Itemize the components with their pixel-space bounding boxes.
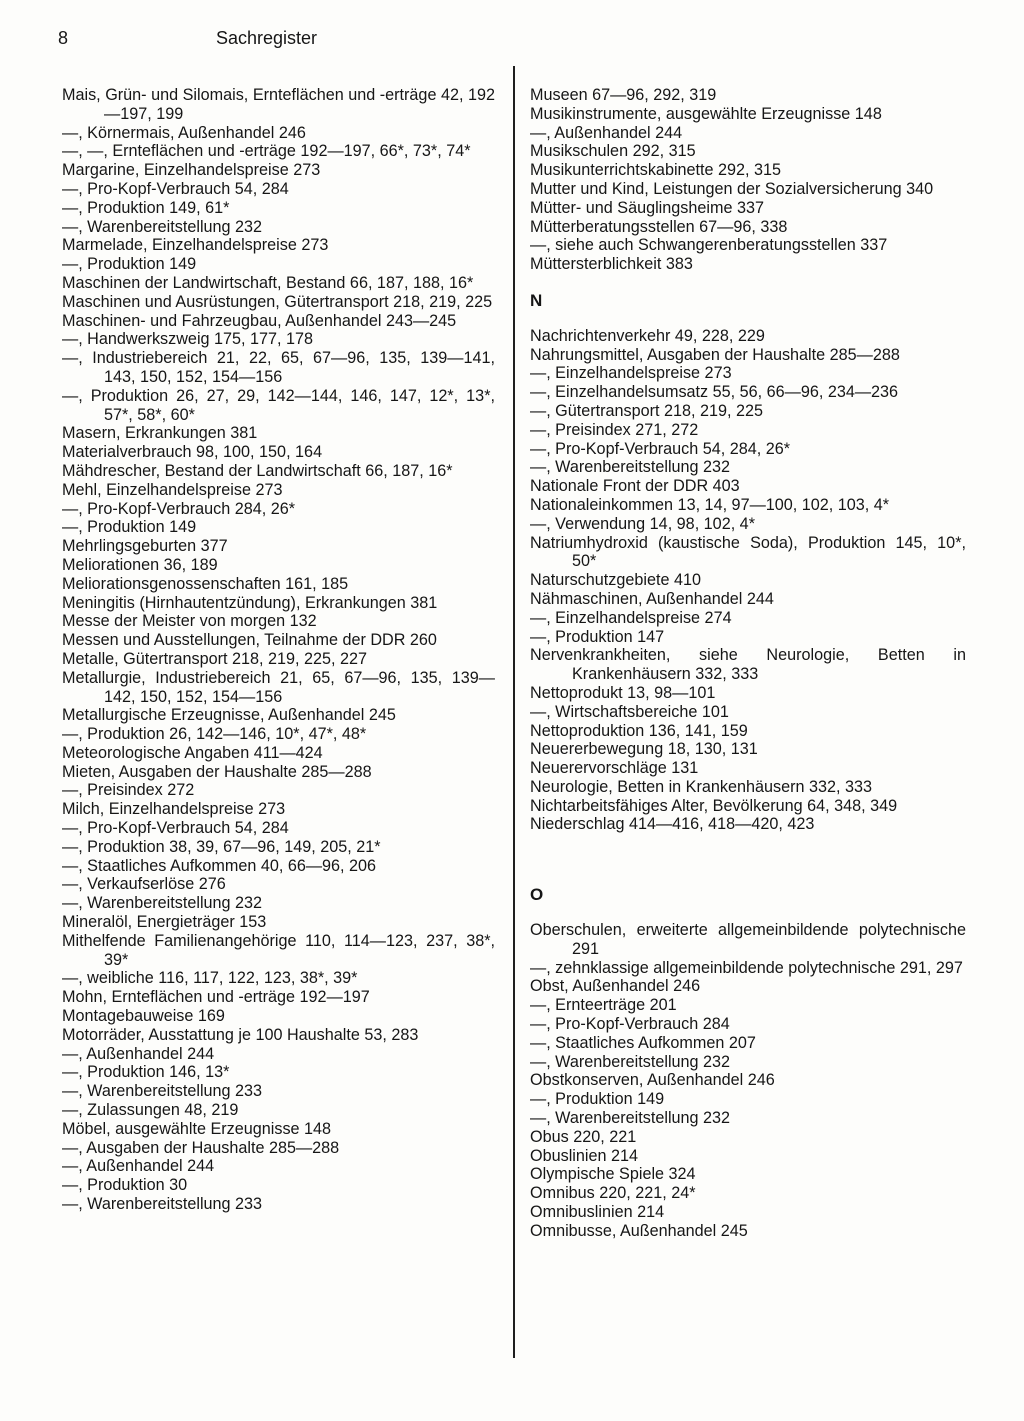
index-entry: Natriumhydroxid (kaustische Soda), Produktion 145, 10*, 50* [530,533,966,571]
index-entry: Musikunterrichtskabinette 292, 315 [530,161,782,180]
index-entry: —, Zulassungen 48, 219 [62,1101,239,1120]
index-entry: Mutter und Kind, Leistungen der Sozialversicherung 340 [530,179,934,198]
index-entry: Mütterberatungsstellen 67—96, 338 [530,217,788,236]
index-entry: —, Pro-Kopf-Verbrauch 54, 284 [62,819,289,838]
index-entry: Omnibus 220, 221, 24* [530,1184,696,1203]
index-column-left [62,86,495,1214]
index-entry: —, Produktion 146, 13* [62,1063,230,1082]
index-entry: —, Pro-Kopf-Verbrauch 54, 284 [62,179,289,198]
index-entry: Nervenkrankheiten, siehe Neurologie, Betten in Krankenhäusern 332, 333 [530,646,966,684]
index-entry: Musikinstrumente, ausgewählte Erzeugnisse 148 [530,104,882,123]
index-entry: —, Warenbereitstellung 232 [530,1052,731,1071]
index-entry: —, —, Ernteflächen und -erträge 192—197, 66*, 73*, 74* [62,142,471,161]
index-entry: Mithelfende Familienangehörige 110, 114—123, 237, 38*, 39* [62,931,495,969]
page-title: Sachregister [216,28,318,48]
index-entry: Neuerervorschläge 131 [530,759,699,778]
index-entry: —, Produktion 149 [62,518,197,537]
index-entry: Neuererbewegung 18, 130, 131 [530,740,758,759]
index-entry: —, Produktion 26, 142—146, 10*, 47*, 48* [62,725,367,744]
index-entry: Materialverbrauch 98, 100, 150, 164 [62,443,323,462]
index-entry: —, Wirtschaftsbereiche 101 [530,702,729,721]
index-entry: Omnibusse, Außenhandel 245 [530,1221,748,1240]
index-column-right [530,86,966,1241]
index-entry: —, Verkaufserlöse 276 [62,875,226,894]
index-entry: Nationaleinkommen 13, 14, 97—100, 102, 103, 4* [530,495,890,514]
index-entry: —, Staatliches Aufkommen 207 [530,1033,756,1052]
index-entry: —, Produktion 147 [530,627,665,646]
index-entry: —, Produktion 149 [62,255,197,274]
index-entry: Maschinen- und Fahrzeugbau, Außenhandel 243—245 [62,311,457,330]
index-entry: —, weibliche 116, 117, 122, 123, 38*, 39* [62,969,358,988]
index-entry: —, Produktion 26, 27, 29, 142—144, 146, 147, 12*, 13*, 57*, 58*, 60* [62,386,495,424]
index-entry: Nationale Front der DDR 403 [530,477,740,496]
index-entry: —, Einzelhandelspreise 274 [530,608,732,627]
index-entry: —, Pro-Kopf-Verbrauch 54, 284, 26* [530,439,791,458]
index-entry: —, Körnermais, Außenhandel 246 [62,123,306,142]
index-entry: Nachrichtenverkehr 49, 228, 229 [530,326,765,345]
index-entry: —, Staatliches Aufkommen 40, 66—96, 206 [62,856,377,875]
index-entry: —, Produktion 149, 61* [62,198,230,217]
index-entry: —, Pro-Kopf-Verbrauch 284 [530,1015,730,1034]
index-entry: Naturschutzgebiete 410 [530,571,701,590]
index-entry: —, Preisindex 272 [62,781,195,800]
section-letter-n: N [530,290,543,310]
index-entry: —, zehnklassige allgemeinbildende polytechnische 291, 297 [530,958,963,977]
index-entry: —, Einzelhandelspreise 273 [530,364,732,383]
index-entry: —, Gütertransport 218, 219, 225 [530,401,764,420]
index-entry: —, Ausgaben der Haushalte 285—288 [62,1138,340,1157]
index-entry: Meningitis (Hirnhautentzündung), Erkrankungen 381 [62,593,438,612]
index-entry: —, Außenhandel 244 [62,1157,215,1176]
index-entry: Metalle, Gütertransport 218, 219, 225, 227 [62,649,368,668]
index-entry: Margarine, Einzelhandelspreise 273 [62,161,321,180]
index-entry: —, Warenbereitstellung 233 [62,1195,263,1214]
index-entry: —, Industriebereich 21, 22, 65, 67—96, 135, 139—141, 143, 150, 152, 154—156 [62,349,495,386]
index-entry: Möbel, ausgewählte Erzeugnisse 148 [62,1119,332,1138]
index-entry: Musikschulen 292, 315 [530,142,696,161]
index-entry: Niederschlag 414—416, 418—420, 423 [530,815,815,834]
index-entry: —, Warenbereitstellung 233 [62,1082,263,1101]
index-entry: —, Außenhandel 244 [530,123,683,142]
index-entry: Obstkonserven, Außenhandel 246 [530,1071,775,1090]
index-entry: —, Handwerkszweig 175, 177, 178 [62,330,314,349]
index-entry: Messe der Meister von morgen 132 [62,612,317,631]
index-entry: Nettoprodukt 13, 98—101 [530,683,716,702]
index-entry: —, Verwendung 14, 98, 102, 4* [530,514,755,533]
column-divider [513,66,515,1358]
index-entry: Metallurgische Erzeugnisse, Außenhandel 245 [62,706,396,725]
index-entry: Masern, Erkrankungen 381 [62,424,258,443]
index-entry: Nähmaschinen, Außenhandel 244 [530,589,774,608]
index-entry: Obst, Außenhandel 246 [530,977,701,996]
page-header [58,28,518,54]
index-entry: Mieten, Ausgaben der Haushalte 285—288 [62,762,372,781]
index-entry: —, Ernteerträge 201 [530,996,677,1015]
index-entry: Oberschulen, erweiterte allgemeinbildende polytechnische 291 [530,921,966,958]
index-entry: —, Warenbereitstellung 232 [530,458,731,477]
index-entry: —, Pro-Kopf-Verbrauch 284, 26* [62,499,296,518]
index-entry: Milch, Einzelhandelspreise 273 [62,800,286,819]
index-entry: Metallurgie, Industriebereich 21, 65, 67—96, 135, 139—142, 150, 152, 154—156 [62,668,495,706]
index-entry: —, Produktion 30 [62,1176,188,1195]
index-entry: Mehl, Einzelhandelspreise 273 [62,480,283,499]
index-entry: —, Produktion 38, 39, 67—96, 149, 205, 21* [62,837,381,856]
index-entry: Mütter- und Säuglingsheime 337 [530,198,764,217]
index-entry: —, Produktion 149 [530,1090,665,1109]
index-entry: Meliorationen 36, 189 [62,555,218,574]
index-entry: Omnibuslinien 214 [530,1203,665,1222]
index-entry: —, Warenbereitstellung 232 [62,894,263,913]
index-entry: Montagebauweise 169 [62,1007,225,1026]
index-entry: Maschinen und Ausrüstungen, Gütertransport 218, 219, 225 [62,292,493,311]
index-entry: Obuslinien 214 [530,1146,638,1165]
index-entry: —, Warenbereitstellung 232 [62,217,263,236]
index-entry: Meliorationsgenossenschaften 161, 185 [62,574,349,593]
index-entry: Meteorologische Angaben 411—424 [62,743,323,762]
index-entry: Mehrlingsgeburten 377 [62,537,228,556]
index-entry: —, Warenbereitstellung 232 [530,1109,731,1128]
index-entry: —, Außenhandel 244 [62,1044,215,1063]
section-letter-o: O [530,885,544,905]
index-entry: Maschinen der Landwirtschaft, Bestand 66, 187, 188, 16* [62,273,474,292]
index-entry: Motorräder, Ausstattung je 100 Haushalte 53, 283 [62,1025,419,1044]
index-entry: Messen und Ausstellungen, Teilnahme der DDR 260 [62,631,437,650]
index-entry: —, siehe auch Schwangerenberatungsstellen 337 [530,236,888,255]
index-entry: Neurologie, Betten in Krankenhäusern 332, 333 [530,777,872,796]
index-entry: —, Einzelhandelsumsatz 55, 56, 66—96, 234—236 [530,383,899,402]
index-entry: Nichtarbeitsfähiges Alter, Bevölkerung 64, 348, 349 [530,796,898,815]
index-entry: Müttersterblichkeit 383 [530,255,693,274]
index-entry: Marmelade, Einzelhandelspreise 273 [62,236,329,255]
index-entry: Mähdrescher, Bestand der Landwirtschaft 66, 187, 16* [62,461,453,480]
index-entry: Nahrungsmittel, Ausgaben der Haushalte 285—288 [530,345,900,364]
index-entry: Mais, Grün- und Silomais, Ernteflächen und -erträge 42, 192—197, 199 [62,86,495,123]
index-entry: Obus 220, 221 [530,1127,637,1146]
index-entry: Museen 67—96, 292, 319 [530,86,717,104]
index-entry: —, Preisindex 271, 272 [530,420,699,439]
index-entry: Mineralöl, Energieträger 153 [62,913,267,932]
index-entry: Nettoproduktion 136, 141, 159 [530,721,748,740]
index-entry: Mohn, Ernteflächen und -erträge 192—197 [62,988,370,1007]
page-number: 8 [58,28,69,48]
index-entry: Olympische Spiele 324 [530,1165,696,1184]
